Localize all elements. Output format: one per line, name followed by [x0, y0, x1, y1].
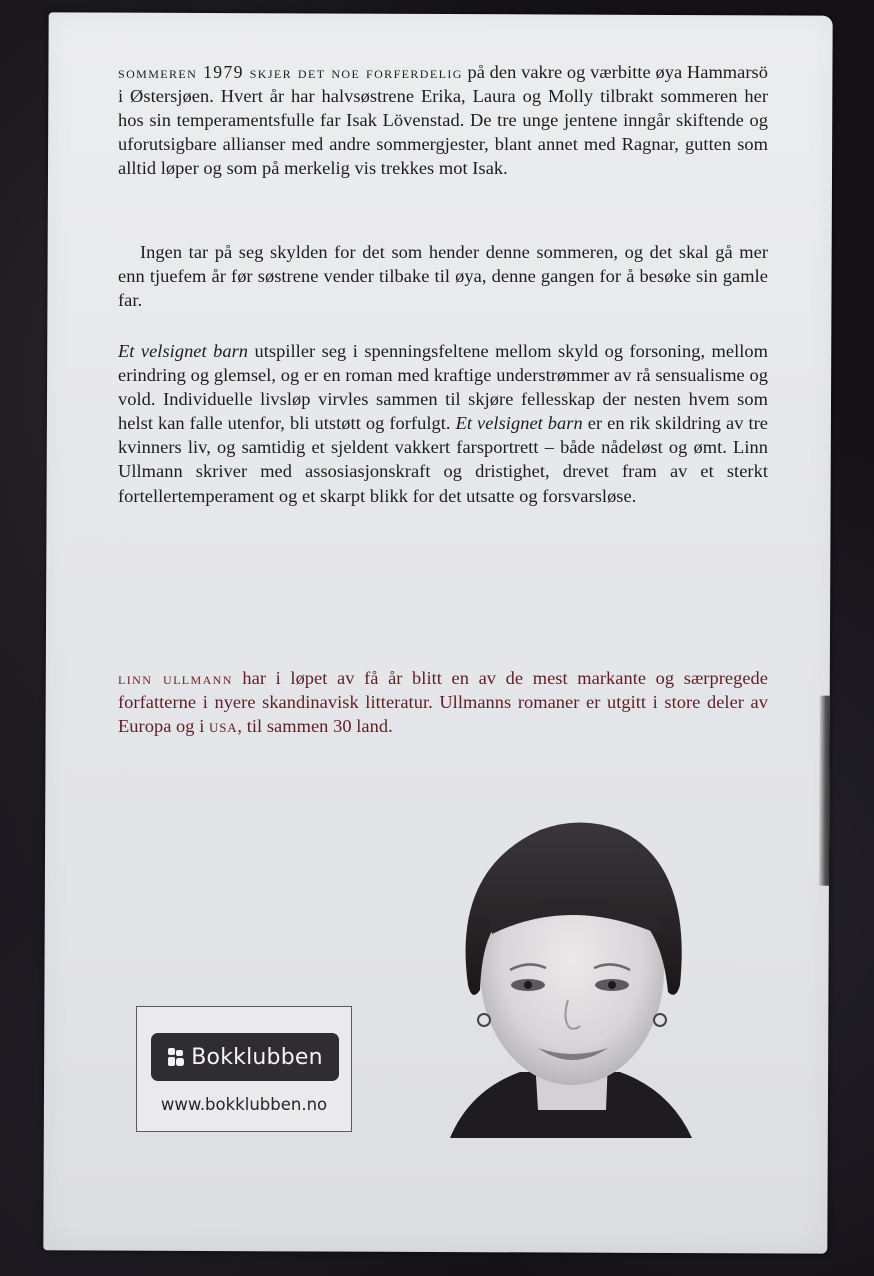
book-title-italic-repeat: Et velsignet barn	[455, 413, 583, 434]
bokklubben-name: Bokklubben	[191, 1044, 323, 1070]
author-bio-text-b: , til sammen 30 land.	[237, 716, 393, 737]
blurb-paragraph-2: Ingen tar på seg skylden for det som hender denne sommeren, og det skal gå mer enn tjuefem år før søstrene vender tilbake til øya, denne gangen for å besøke sin gamle far.	[118, 242, 768, 311]
cover-edge-shadow	[819, 696, 830, 886]
bokklubben-sticker	[136, 1006, 352, 1132]
blurb-lead-smallcaps: sommeren 1979 skjer det noe forferdelig	[118, 62, 463, 82]
author-bio-text-a: har i løpet av få år blitt en av de mest markante og særpregede forfatterne i nyere skandinavisk litteratur. Ullmanns romaner er utgitt i store deler av Europa og i	[118, 668, 768, 737]
blurb-paragraph-1-body: på den vakre og værbitte øya Hammarsö i Østersjøen. Hvert år har halvsøstrene Erika, Laura og Molly tilbrakt sommeren her hos sin temperamentsfulle far Isak Lövenstad. De tre unge jentene inngår skiftende og uforutsigbare allianser med andre sommergjester, blant annet med Ragnar, gutten som alltid løper og som på merkelig vis trekkes mot Isak.	[118, 62, 768, 179]
blurb-paragraph-3	[118, 339, 768, 508]
author-portrait-photo	[430, 810, 710, 1140]
author-bio	[118, 666, 768, 738]
blurb-paragraph-3-body-a: utspiller seg i spenningsfeltene mellom skyld og forsoning, mellom erindring og glemsel, og er en roman med kraftige understrømmer av rå sensualisme og vold. Individuelle livsløp virvles sammen til skjøre fellesskap der nesten hvem som helst kan falle utenfor, bli utstøtt og forfulgt.	[118, 341, 769, 434]
bokklubben-logo	[151, 1033, 339, 1081]
bokklubben-url: www.bokklubben.no	[160, 1095, 328, 1114]
author-name-smallcaps: linn ullmann	[118, 668, 233, 688]
author-bio-usa: usa	[209, 716, 238, 737]
book-title-italic: Et velsignet barn	[118, 341, 249, 361]
blurb-paragraph-1	[118, 60, 768, 180]
bokklubben-logo-icon	[167, 1046, 187, 1068]
blurb-paragraph-3-body-b: er en rik skildring av tre kvinners liv, og samtidig et sjeldent vakkert farsportrett – både nådeløst og ømt. Linn Ullmann skriver med assosiasjonskraft og dristighet, drevet fram av et sterkt fortellertemperament og et skarpt blikk for det utsatte og forsvarsløse.	[118, 413, 769, 506]
